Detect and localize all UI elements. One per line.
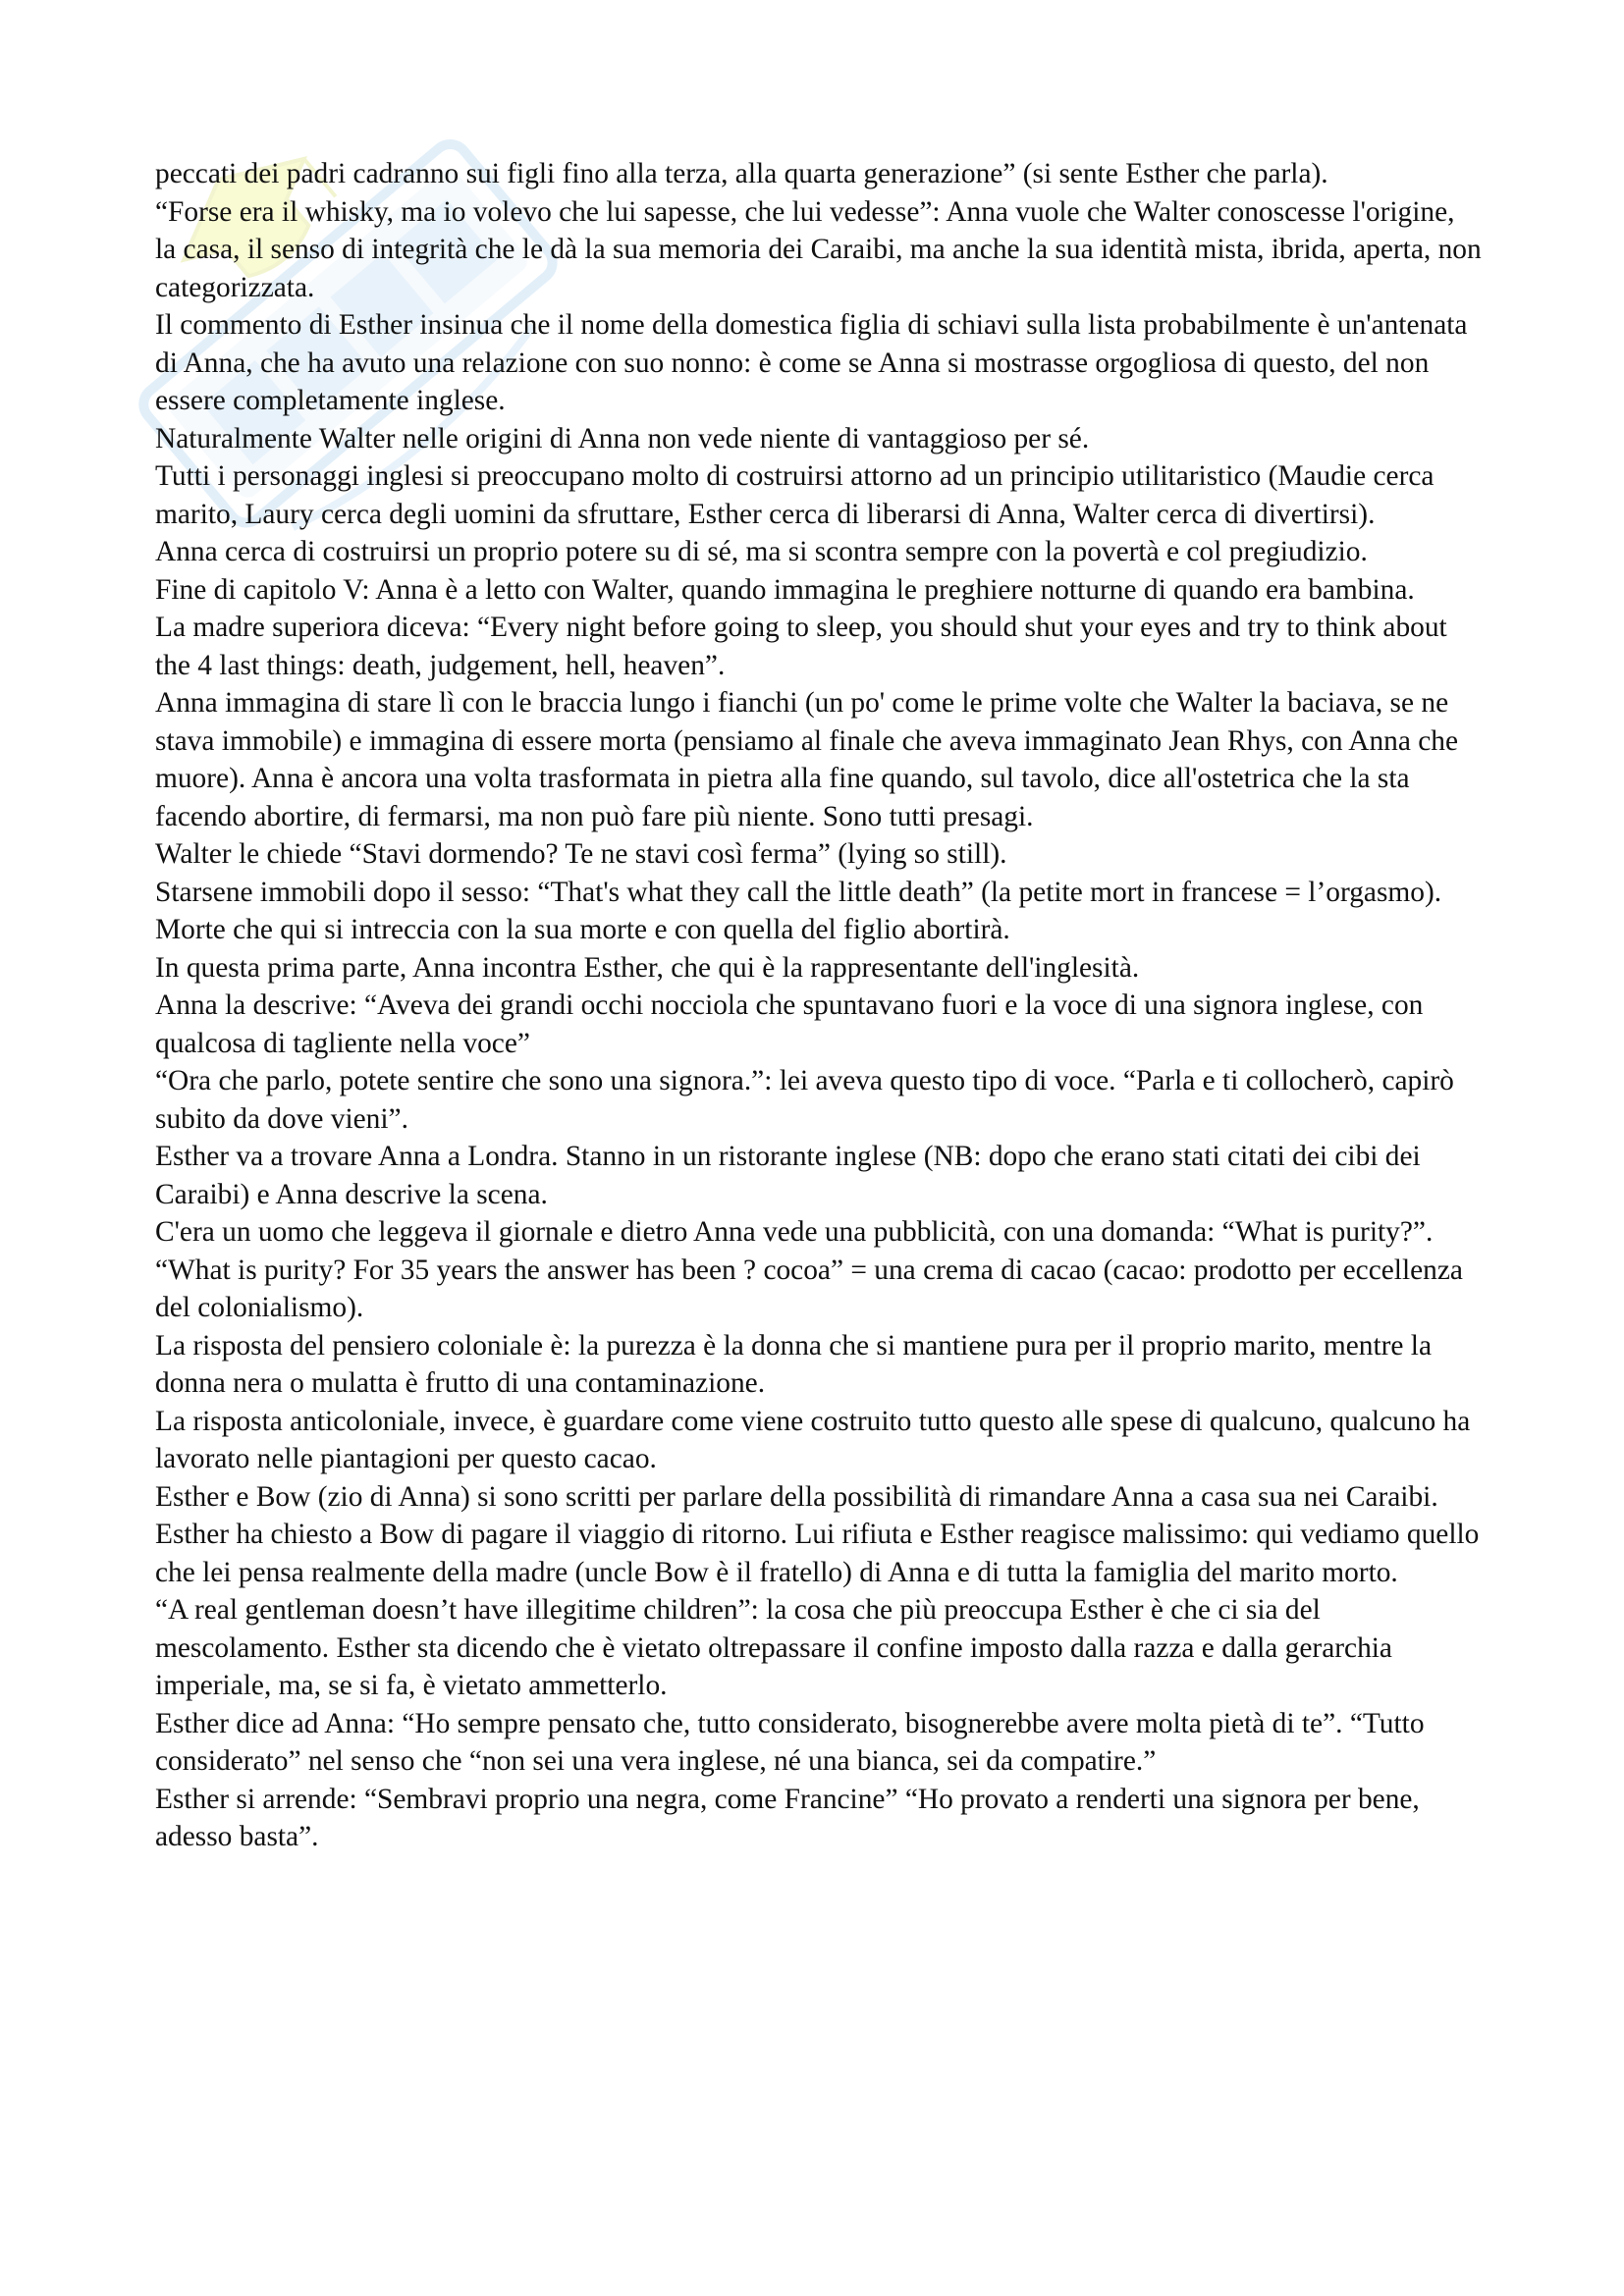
- paragraph-10: Walter le chiede “Stavi dormendo? Te ne stavi così ferma” (lying so still).: [155, 838, 1007, 870]
- paragraph-21: “A real gentleman doesn’t have illegitime children”: la cosa che più preoccupa Esther è che ci sia del mescolamento. Esther sta dicendo che è vietato oltrepassare il confine imposto dalla razza e dalla gerarchia imperiale, ma, se si fa, è vietato ammetterlo.: [155, 1594, 1392, 1701]
- paragraph-9: Anna immagina di stare lì con le braccia lungo i fianchi (un po' come le prime volte che Walter la baciava, se ne stava immobile) e immagina di essere morta (pensiamo al finale che aveva immaginato Jean Rhys, con Anna che muore). Anna è ancora una volta trasformata in pietra alla fine quando, sul tavolo, dice all'ostetrica che la sta facendo abortire, di fermarsi, ma non può fare più niente. Sono tutti presagi.: [155, 687, 1459, 832]
- paragraph-18: La risposta del pensiero coloniale è: la purezza è la donna che si mantiene pura per il proprio marito, mentre la donna nera o mulatta è frutto di una contaminazione.: [155, 1329, 1433, 1399]
- paragraph-5: Tutti i personaggi inglesi si preoccupano molto di costruirsi attorno ad un principio utilitaristico (Maudie cerca marito, Laury cerca degli uomini da sfruttare, Esther cerca di liberarsi di Anna, Walter cerca di divertirsi).: [155, 460, 1435, 530]
- paragraph-20: Esther e Bow (zio di Anna) si sono scritti per parlare della possibilità di rimandare Anna a casa sua nei Caraibi. Esther ha chiesto a Bow di pagare il viaggio di ritorno. Lui rifiuta e Esther reagisce malissimo: qui vediamo quello che lei pensa realmente della madre (uncle Bow è il fratello) di Anna e di tutta la famiglia del marito morto.: [155, 1480, 1480, 1588]
- paragraph-16: C'era un uomo che leggeva il giornale e dietro Anna vede una pubblicità, con una domanda: “What is purity?”.: [155, 1216, 1434, 1248]
- paragraph-19: La risposta anticoloniale, invece, è guardare come viene costruito tutto questo alle spese di qualcuno, qualcuno ha lavorato nelle piantagioni per questo cacao.: [155, 1405, 1471, 1474]
- paragraph-4: Naturalmente Walter nelle origini di Anna non vede niente di vantaggioso per sé.: [155, 422, 1090, 454]
- paragraph-2: “Forse era il whisky, ma io volevo che lui sapesse, che lui vedesse”: Anna vuole che Walter conoscesse l'origine, la casa, il senso di integrità che le dà la sua memoria dei Caraibi, ma anche la sua identità mista, ibrida, aperta, non categorizzata.: [155, 195, 1482, 303]
- paragraph-12: In questa prima parte, Anna incontra Esther, che qui è la rappresentante dell'inglesità.: [155, 951, 1140, 984]
- paragraph-15: Esther va a trovare Anna a Londra. Stanno in un ristorante inglese (NB: dopo che erano stati citati dei cibi dei Caraibi) e Anna descrive la scena.: [155, 1141, 1421, 1210]
- document-text-body: [155, 155, 1483, 1856]
- paragraph-1: peccati dei padri cadranno sui figli fino alla terza, alla quarta generazione” (si sente Esther che parla).: [155, 158, 1328, 189]
- paragraph-17: “What is purity? For 35 years the answer has been ? cocoa” = una crema di cacao (cacao: prodotto per eccellenza del colonialismo).: [155, 1254, 1463, 1323]
- paragraph-11: Starsene immobili dopo il sesso: “That's what they call the little death” (la petite mort in francese = l’orgasmo). Morte che qui si intreccia con la sua morte e con quella del figlio abortirà.: [155, 876, 1442, 945]
- paragraph-6: Anna cerca di costruirsi un proprio potere su di sé, ma si scontra sempre con la povertà e col pregiudizio.: [155, 536, 1368, 567]
- paragraph-3: Il commento di Esther insinua che il nome della domestica figlia di schiavi sulla lista probabilmente è un'antenata di Anna, che ha avuto una relazione con suo nonno: è come se Anna si mostrasse orgogliosa di questo, del non essere completamente inglese.: [155, 309, 1468, 416]
- paragraph-7: Fine di capitolo V: Anna è a letto con Walter, quando immagina le preghiere notturne di quando era bambina.: [155, 573, 1415, 606]
- paragraph-22: Esther dice ad Anna: “Ho sempre pensato che, tutto considerato, bisognerebbe avere molta pietà di te”. “Tutto considerato” nel senso che “non sei una vera inglese, né una bianca, sei da compatire.”: [155, 1707, 1425, 1777]
- paragraph-23: Esther si arrende: “Sembravi proprio una negra, come Francine” “Ho provato a renderti una signora per bene, adesso basta”.: [155, 1783, 1420, 1852]
- paragraph-14: “Ora che parlo, potete sentire che sono una signora.”: lei aveva questo tipo di voce. “Parla e ti collocherò, capirò subito da dove vieni”.: [155, 1065, 1454, 1135]
- paragraph-8: La madre superiora diceva: “Every night before going to sleep, you should shut your eyes and try to think about the 4 last things: death, judgement, hell, heaven”.: [155, 612, 1447, 681]
- paragraph-13: Anna la descrive: “Aveva dei grandi occhi nocciola che spuntavano fuori e la voce di una signora inglese, con qualcosa di tagliente nella voce”: [155, 989, 1424, 1059]
